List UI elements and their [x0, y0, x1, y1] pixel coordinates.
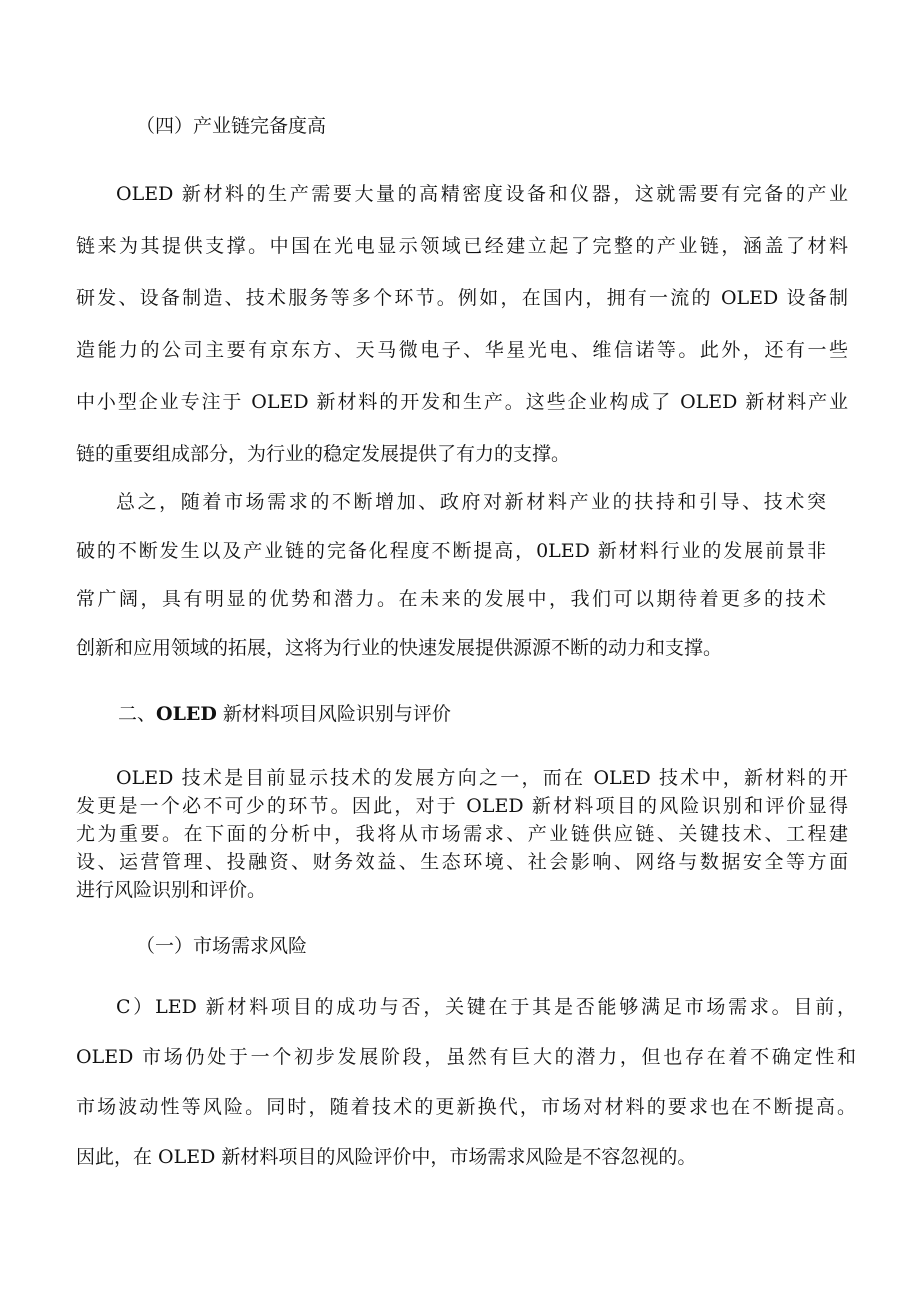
section-heading-market-risk: （一）市场需求风险: [136, 935, 308, 957]
paragraph-market-risk: [76, 982, 856, 1182]
paragraph-line: 造能力的公司主要有京东方、天马微电子、华星光电、维信诺等。此外，还有一些: [76, 339, 848, 361]
paragraph-line: 研发、设备制造、技术服务等多个环节。例如，在国内，拥有一流的 OLED 设备制: [76, 287, 848, 309]
chapter-heading-bold: OLED: [156, 703, 217, 725]
paragraph-line: 尤为重要。在下面的分析中，我将从市场需求、产业链供应链、关键技术、工程建: [76, 823, 848, 845]
paragraph-line: 市场波动性等风险。同时，随着技术的更新换代，市场对材料的要求也在不断提高。: [76, 1096, 856, 1118]
paragraph-line: OLED 技术是目前显示技术的发展方向之一，而在 OLED 技术中，新材料的开: [116, 767, 848, 789]
section-heading-industry-chain: （四）产业链完备度高: [136, 115, 327, 137]
chapter-heading-prefix: 二、: [118, 703, 157, 725]
paragraph-line: 设、运营管理、投融资、财务效益、生态环境、社会影响、网络与数据安全等方面: [76, 851, 848, 873]
paragraph-line: 破的不断发生以及产业链的完备化程度不断提高，0LED 新材料行业的发展前景非: [76, 539, 826, 562]
paragraph-intro: [76, 764, 848, 904]
paragraph-line: 总之，随着市场需求的不断增加、政府对新材料产业的扶持和引导、技术突: [116, 491, 826, 513]
paragraph-line: 因此，在 OLED 新材料项目的风险评价中，市场需求风险是不容忽视的。: [76, 1146, 697, 1168]
paragraph-line: 中小型企业专注于 OLED 新材料的开发和生产。这些企业构成了 OLED 新材料产业: [76, 391, 848, 413]
paragraph-line: C）LED 新材料项目的成功与否，关键在于其是否能够满足市场需求。目前，: [116, 996, 856, 1018]
chapter-heading-rest: 新材料项目风险识别与评价: [216, 703, 451, 725]
chapter-heading-risk-identification: [118, 700, 451, 728]
paragraph-line: 链的重要组成部分，为行业的稳定发展提供了有力的支撑。: [76, 443, 571, 465]
paragraph-line: OLED 新材料的生产需要大量的高精密度设备和仪器，这就需要有完备的产业: [116, 183, 848, 205]
paragraph-summary: [76, 478, 826, 672]
paragraph-line: OLED 市场仍处于一个初步发展阶段，虽然有巨大的潜力，但也存在着不确定性和: [76, 1046, 856, 1068]
paragraph-line: 链来为其提供支撑。中国在光电显示领域已经建立起了完整的产业链，涵盖了材料: [76, 235, 848, 257]
paragraph-line: 进行风险识别和评价。: [76, 879, 267, 901]
paragraph-line: 常广阔，具有明显的优势和潜力。在未来的发展中，我们可以期待着更多的技术: [76, 588, 826, 610]
paragraph-industry-chain: [76, 168, 848, 480]
paragraph-line: 创新和应用领域的拓展，这将为行业的快速发展提供源源不断的动力和支撑。: [76, 636, 723, 659]
paragraph-line: 发更是一个必不可少的环节。因此，对于 OLED 新材料项目的风险识别和评价显得: [76, 795, 848, 817]
